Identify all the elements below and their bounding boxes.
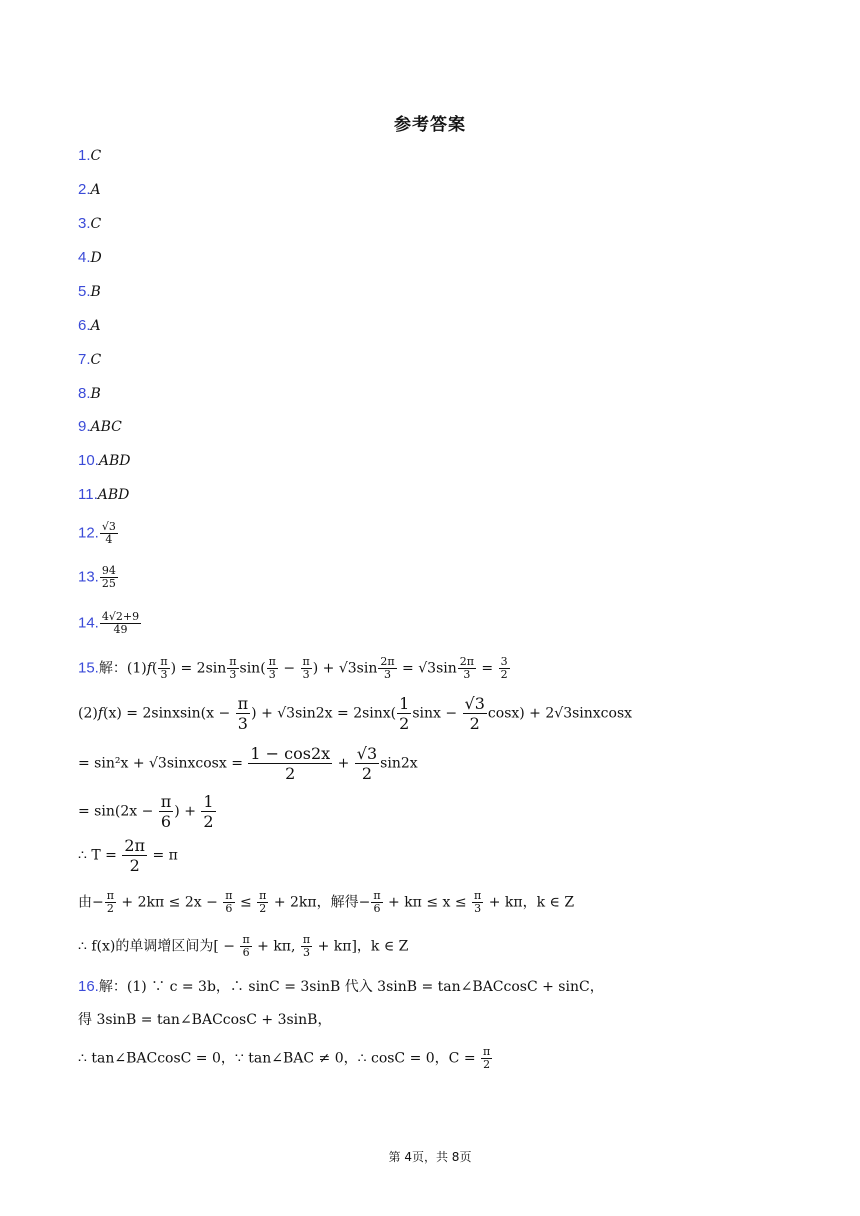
fraction: $\frac{√3}{4}$: [101, 520, 116, 546]
answer-choice: ABD: [98, 453, 131, 469]
question-number: 10.: [78, 452, 99, 469]
fraction: $\frac{4√2+9}{49}$: [101, 610, 140, 636]
answer-choice: B: [90, 386, 101, 402]
q16-line-3: ∴ tan∠BACcosC = 0，∵ tan∠BAC ≠ 0，∴ cosC = 0，C = $\frac{\pi}{2}$: [78, 1045, 491, 1071]
q16-line-2: 得 3sinB = tan∠BACcosC + 3sinB，: [78, 1012, 332, 1028]
question-number: 11.: [78, 486, 98, 503]
q15-line-3: = sin²x + √3sinxcosx = $\frac{1 - \cos 2x}{2}$ + $\frac{√3}{2}$ sin2x: [78, 744, 418, 783]
question-number: 12.: [78, 524, 99, 542]
answer-choice: A: [90, 318, 101, 334]
answer-choice: C: [90, 216, 102, 232]
q16-line-1: 16.解：(1) ∵ c = 3b，∴ sinC = 3sinB 代入 3sinB = tan∠BACcosC + sinC，: [78, 978, 604, 995]
answer-11: [78, 485, 129, 505]
answer-4: [78, 248, 102, 268]
q15-line-5: ∴ T = $\frac{2\pi}{2}$ = π: [78, 836, 178, 875]
answer-choice: A: [90, 182, 101, 198]
answer-13: [78, 565, 119, 590]
answer-choice: C: [90, 352, 102, 368]
answer-choice: B: [90, 284, 101, 300]
question-number: 14.: [78, 614, 99, 632]
question-number: 5.: [78, 283, 91, 300]
answer-choice: C: [90, 148, 102, 164]
q15-line-4: = sin(2x − $\frac{\pi}{6}$ ) + $\frac{1}{2}$: [78, 792, 214, 831]
question-number: 2.: [78, 181, 91, 198]
answer-9: [78, 417, 122, 437]
question-number: 6.: [78, 317, 91, 334]
answer-12: [78, 521, 119, 546]
answer-2: [78, 180, 101, 200]
answer-8: [78, 384, 101, 404]
q15-line-6: 由− $\frac{\pi}{2}$ + 2kπ ≤ 2x − $\frac{\pi}{6}$ ≤ $\frac{\pi}{2}$ + 2kπ，解得− $\frac{\pi}{6}$ + kπ ≤ x ≤ $\frac{\pi}{3}$ + kπ，k ∈ Z: [78, 889, 575, 915]
question-number: 7.: [78, 351, 91, 368]
question-number: 15.: [78, 659, 99, 677]
q15-line-1: 15.解：(1)f( $\frac{\pi}{3}$ ) = 2sin $\frac{\pi}{3}$ sin( $\frac{\pi}{3}$ − $\frac{\pi}{3}$ ) + √3sin $\frac{2\pi}{3}$ = √3sin $\frac{2\pi}{3}$ = $\frac{3}{2}$: [78, 655, 508, 681]
question-number: 4.: [78, 249, 91, 266]
answer-3: [78, 214, 101, 234]
question-number: 13.: [78, 568, 99, 586]
page-footer: 第 4页，共 8页: [388, 1150, 472, 1164]
q15-line-7: ∴ f(x)的单调增区间为[ − $\frac{\pi}{6}$ + kπ, $\frac{\pi}{3}$ + kπ]，k ∈ Z: [78, 933, 409, 959]
question-number: 8.: [78, 385, 91, 402]
answer-10: [78, 451, 130, 471]
q15-line-2: (2)f(x) = 2sinxsin(x − $\frac{\pi}{3}$ ) + √3sin2x = 2sinx( $\frac{1}{2}$ sinx − $\frac{√3}{2}$ cosx) + 2√3sinxcosx: [78, 694, 633, 733]
question-number: 1.: [78, 147, 91, 164]
question-number: 3.: [78, 215, 91, 232]
answer-6: [78, 316, 101, 336]
answer-1: [78, 146, 101, 166]
answer-choice: D: [90, 250, 102, 266]
answer-choice: ABC: [90, 419, 122, 435]
answer-choice: ABD: [97, 487, 130, 503]
fraction: $\frac{94}{25}$: [101, 564, 116, 590]
question-number: 9.: [78, 418, 91, 435]
answer-5: [78, 282, 101, 302]
answer-14: [78, 611, 142, 636]
answer-7: [78, 350, 101, 370]
page-title: 参考答案: [394, 115, 466, 135]
question-number: 16.: [78, 978, 99, 995]
